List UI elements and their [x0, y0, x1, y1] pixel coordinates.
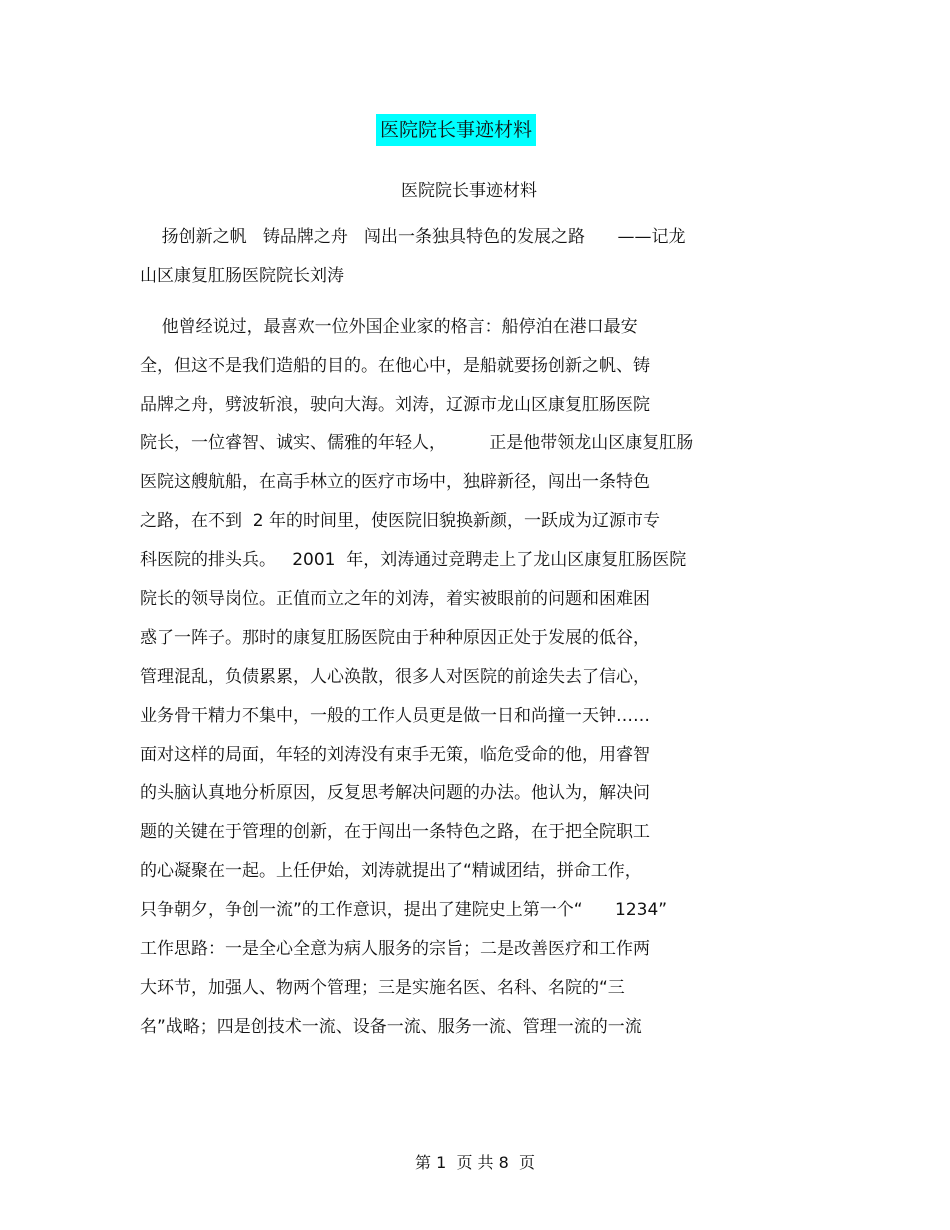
heading-line: 山区康复肛肠医院院长刘涛	[140, 265, 344, 286]
document-subtitle: 医院院长事迹材料	[401, 181, 537, 201]
body-line: 题的关键在于管理的创新，在于闯出一条特色之路，在于把全院职工	[140, 822, 650, 843]
paragraph-gap	[140, 296, 820, 308]
body-line: 他曾经说过，最喜欢一位外国企业家的格言：船停泊在港口最安	[140, 316, 638, 337]
body-line: 面对这样的局面，年轻的刘涛没有束手无策，临危受命的他，用睿智	[140, 744, 650, 765]
body-line: 工作思路：一是全心全意为病人服务的宗旨；二是改善医疗和工作两	[140, 939, 650, 960]
body-line: 医院这艘航船，在高手林立的医疗市场中，独辟新径，闯出一条特色	[140, 472, 650, 493]
document-title: 医院院长事迹材料	[376, 114, 536, 146]
body-line: 惑了一阵子。那时的康复肛肠医院由于种种原因正处于发展的低谷，	[140, 627, 650, 648]
body-line: 院长的领导岗位。正值而立之年的刘涛，着实被眼前的问题和困难困	[140, 589, 650, 610]
body-line: 院长，一位睿智、诚实、儒雅的年轻人， 正是他带领龙山区康复肛肠	[140, 433, 694, 454]
body-line: 全，但这不是我们造船的目的。在他心中，是船就要扬创新之帆、铸	[140, 355, 650, 376]
heading-line: 扬创新之帆 铸品牌之舟 闯出一条独具特色的发展之路 ——记龙	[140, 227, 686, 247]
document-body	[140, 218, 820, 1047]
body-line: 之路，在不到 2 年的时间里，使医院旧貌换新颜，一跃成为辽源市专	[140, 511, 661, 532]
body-line: 名”战略；四是创技术一流、设备一流、服务一流、管理一流的一流	[140, 1016, 642, 1037]
body-line: 科医院的排头兵。 2001 年，刘涛通过竞聘走上了龙山区康复肛肠医院	[140, 550, 687, 571]
body-line: 的头脑认真地分析原因，反复思考解决问题的办法。他认为，解决问	[140, 783, 650, 804]
body-line: 品牌之舟，劈波斩浪，驶向大海。刘涛，辽源市龙山区康复肛肠医院	[140, 394, 650, 415]
body-line: 只争朝夕，争创一流”的工作意识，提出了建院史上第一个“ 1234”	[140, 900, 668, 921]
body-line: 大环节，加强人、物两个管理；三是实施名医、名科、名院的“三	[140, 977, 625, 998]
body-line: 的心凝聚在一起。上任伊始，刘涛就提出了“精诚团结，拼命工作，	[140, 861, 642, 882]
body-line: 管理混乱，负债累累，人心涣散，很多人对医院的前途失去了信心，	[140, 666, 650, 687]
body-line: 业务骨干精力不集中，一般的工作人员更是做一日和尚撞一天钟……	[140, 705, 650, 726]
page-number-footer: 第 1 页 共 8 页	[415, 1153, 535, 1172]
